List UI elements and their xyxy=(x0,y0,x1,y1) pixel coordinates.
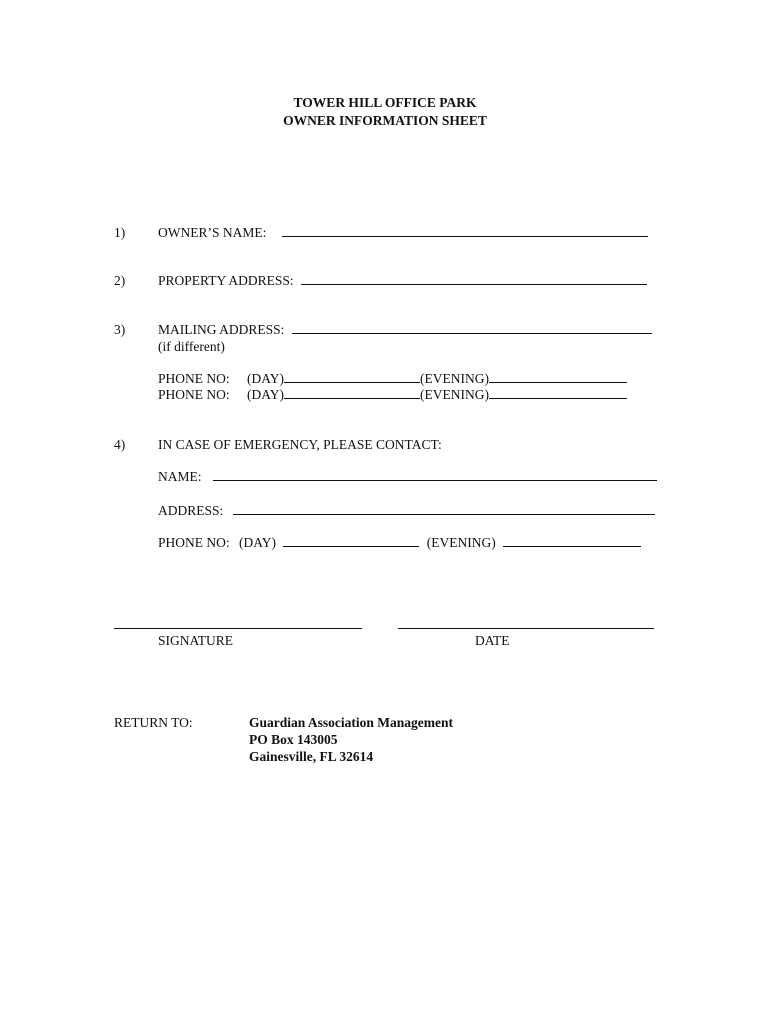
item-number-3: 3) xyxy=(114,322,126,337)
emergency-phone-row xyxy=(158,534,641,551)
document-title: TOWER HILL OFFICE PARK xyxy=(293,95,477,110)
owner-name-row xyxy=(158,224,648,241)
return-address-line3: Gainesville, FL 32614 xyxy=(249,749,374,764)
day-phone-field-2[interactable] xyxy=(284,386,420,399)
signature-label: SIGNATURE xyxy=(158,633,234,648)
item-number-2: 2) xyxy=(114,273,126,288)
phone-row-2 xyxy=(158,386,627,403)
property-address-field[interactable] xyxy=(301,272,647,285)
emergency-address-label: ADDRESS: xyxy=(158,503,224,518)
item-number-4: 4) xyxy=(114,437,126,452)
emergency-name-row xyxy=(158,468,657,485)
property-address-label: PROPERTY ADDRESS: xyxy=(158,273,294,288)
emergency-address-field[interactable] xyxy=(233,502,655,515)
mailing-address-field[interactable] xyxy=(292,321,652,334)
phone-row-1 xyxy=(158,370,627,387)
date-label: DATE xyxy=(475,633,510,648)
emergency-phone-label: PHONE NO: xyxy=(158,535,230,550)
evening-label-2: (EVENING) xyxy=(420,387,489,402)
return-to-label: RETURN TO: xyxy=(114,715,193,730)
evening-phone-field-1[interactable] xyxy=(489,370,627,383)
date-field[interactable] xyxy=(398,628,654,629)
day-phone-field-1[interactable] xyxy=(284,370,420,383)
evening-phone-field-2[interactable] xyxy=(489,386,627,399)
day-label-2: (DAY) xyxy=(247,387,285,402)
emergency-day-phone-field[interactable] xyxy=(283,534,419,547)
return-address-line2: PO Box 143005 xyxy=(249,732,338,747)
day-label-1: (DAY) xyxy=(247,371,285,386)
emergency-day-label: (DAY) xyxy=(239,535,277,550)
evening-label-1: (EVENING) xyxy=(420,371,489,386)
phone-label-2: PHONE NO: xyxy=(158,387,230,402)
mailing-address-label: MAILING ADDRESS: xyxy=(158,322,285,337)
emergency-heading: IN CASE OF EMERGENCY, PLEASE CONTACT: xyxy=(158,437,442,452)
emergency-evening-label: (EVENING) xyxy=(426,535,496,550)
owner-name-label: OWNER’S NAME: xyxy=(158,225,267,240)
emergency-evening-phone-field[interactable] xyxy=(503,534,641,547)
mailing-address-row xyxy=(158,321,652,338)
phone-label-1: PHONE NO: xyxy=(158,371,230,386)
signature-field[interactable] xyxy=(114,628,362,629)
owner-name-field[interactable] xyxy=(282,224,648,237)
item-number-1: 1) xyxy=(114,225,126,240)
emergency-name-label: NAME: xyxy=(158,469,202,484)
mailing-address-note: (if different) xyxy=(158,339,225,354)
emergency-name-field[interactable] xyxy=(213,468,657,481)
property-address-row xyxy=(158,272,647,289)
document-subtitle: OWNER INFORMATION SHEET xyxy=(283,113,487,128)
emergency-address-row xyxy=(158,502,655,519)
return-address-line1: Guardian Association Management xyxy=(249,715,454,730)
